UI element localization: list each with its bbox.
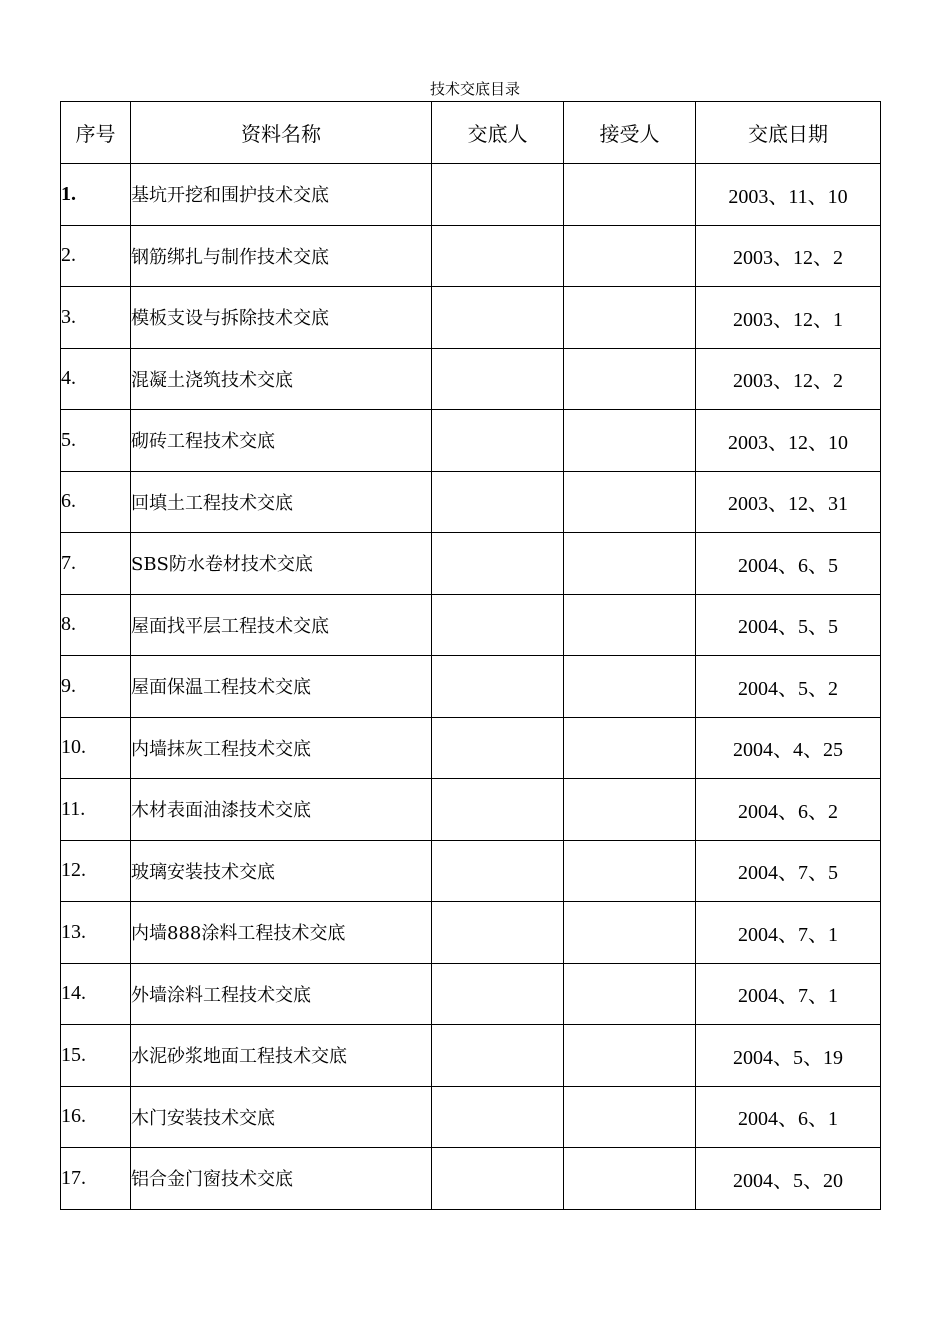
- table-row: [61, 225, 881, 287]
- row-briefer: [432, 471, 564, 533]
- row-document-name: 回填土工程技术交底: [131, 471, 432, 533]
- header-briefing-date: 交底日期: [696, 102, 881, 164]
- table-row: [61, 779, 881, 841]
- table-row: [61, 717, 881, 779]
- row-document-name: 砌砖工程技术交底: [131, 410, 432, 472]
- row-document-name: 内墙888涂料工程技术交底: [131, 902, 432, 964]
- row-serial-number: 12.: [61, 840, 131, 902]
- row-document-name: 模板支设与拆除技术交底: [131, 287, 432, 349]
- row-briefing-date: 2003、12、2: [696, 348, 881, 410]
- row-serial-number: 3.: [61, 287, 131, 349]
- row-receiver: [564, 287, 696, 349]
- row-serial-number: 11.: [61, 779, 131, 841]
- row-briefing-date: 2004、5、5: [696, 594, 881, 656]
- table-row: [61, 656, 881, 718]
- table-row: [61, 963, 881, 1025]
- table-row: [61, 1148, 881, 1210]
- row-serial-number: 13.: [61, 902, 131, 964]
- row-briefer: [432, 348, 564, 410]
- row-serial-number: 1.: [61, 164, 131, 226]
- row-serial-number: 6.: [61, 471, 131, 533]
- row-briefer: [432, 533, 564, 595]
- row-briefer: [432, 963, 564, 1025]
- row-receiver: [564, 1086, 696, 1148]
- row-briefing-date: 2004、7、5: [696, 840, 881, 902]
- row-receiver: [564, 656, 696, 718]
- table-row: [61, 1086, 881, 1148]
- row-briefing-date: 2004、5、2: [696, 656, 881, 718]
- row-serial-number: 17.: [61, 1148, 131, 1210]
- row-briefer: [432, 902, 564, 964]
- row-receiver: [564, 594, 696, 656]
- row-document-name: 屋面保温工程技术交底: [131, 656, 432, 718]
- row-briefer: [432, 779, 564, 841]
- row-briefing-date: 2004、7、1: [696, 963, 881, 1025]
- row-briefer: [432, 225, 564, 287]
- table-row: [61, 902, 881, 964]
- table-row: [61, 471, 881, 533]
- row-briefer: [432, 656, 564, 718]
- row-serial-number: 15.: [61, 1025, 131, 1087]
- row-briefer: [432, 1086, 564, 1148]
- row-document-name: 屋面找平层工程技术交底: [131, 594, 432, 656]
- row-document-name: 木材表面油漆技术交底: [131, 779, 432, 841]
- row-briefer: [432, 594, 564, 656]
- row-briefing-date: 2004、7、1: [696, 902, 881, 964]
- table-row: [61, 594, 881, 656]
- table-row: [61, 410, 881, 472]
- row-briefer: [432, 287, 564, 349]
- row-briefer: [432, 1025, 564, 1087]
- row-briefer: [432, 717, 564, 779]
- row-document-name: SBS防水卷材技术交底: [131, 533, 432, 595]
- row-document-name: 混凝土浇筑技术交底: [131, 348, 432, 410]
- row-briefing-date: 2004、5、20: [696, 1148, 881, 1210]
- header-receiver: 接受人: [564, 102, 696, 164]
- table-row: [61, 533, 881, 595]
- row-document-name: 钢筋绑扎与制作技术交底: [131, 225, 432, 287]
- table-row: [61, 1025, 881, 1087]
- row-briefing-date: 2003、12、1: [696, 287, 881, 349]
- row-briefing-date: 2003、11、10: [696, 164, 881, 226]
- row-briefer: [432, 164, 564, 226]
- row-serial-number: 2.: [61, 225, 131, 287]
- row-serial-number: 5.: [61, 410, 131, 472]
- row-serial-number: 4.: [61, 348, 131, 410]
- row-receiver: [564, 410, 696, 472]
- row-receiver: [564, 779, 696, 841]
- row-receiver: [564, 225, 696, 287]
- header-row: [61, 102, 881, 164]
- table-row: [61, 348, 881, 410]
- row-briefer: [432, 1148, 564, 1210]
- table-row: [61, 840, 881, 902]
- row-document-name: 木门安装技术交底: [131, 1086, 432, 1148]
- header-document-name: 资料名称: [131, 102, 432, 164]
- row-receiver: [564, 1148, 696, 1210]
- row-receiver: [564, 840, 696, 902]
- table-body: [61, 164, 881, 1210]
- row-briefer: [432, 840, 564, 902]
- header-serial-number: 序号: [61, 102, 131, 164]
- row-receiver: [564, 1025, 696, 1087]
- row-serial-number: 8.: [61, 594, 131, 656]
- header-briefer: 交底人: [432, 102, 564, 164]
- row-document-name: 玻璃安装技术交底: [131, 840, 432, 902]
- row-receiver: [564, 348, 696, 410]
- row-receiver: [564, 717, 696, 779]
- row-receiver: [564, 963, 696, 1025]
- row-receiver: [564, 471, 696, 533]
- row-briefing-date: 2004、5、19: [696, 1025, 881, 1087]
- document-title: 技术交底目录: [429, 80, 520, 98]
- toc-table: [60, 101, 881, 1210]
- row-serial-number: 14.: [61, 963, 131, 1025]
- row-briefing-date: 2004、6、2: [696, 779, 881, 841]
- row-briefer: [432, 410, 564, 472]
- row-briefing-date: 2004、6、1: [696, 1086, 881, 1148]
- row-document-name: 水泥砂浆地面工程技术交底: [131, 1025, 432, 1087]
- row-serial-number: 9.: [61, 656, 131, 718]
- row-document-name: 外墙涂料工程技术交底: [131, 963, 432, 1025]
- table-row: [61, 287, 881, 349]
- row-receiver: [564, 164, 696, 226]
- row-briefing-date: 2004、4、25: [696, 717, 881, 779]
- row-serial-number: 16.: [61, 1086, 131, 1148]
- row-document-name: 内墙抹灰工程技术交底: [131, 717, 432, 779]
- table-row: [61, 164, 881, 226]
- row-briefing-date: 2003、12、10: [696, 410, 881, 472]
- row-briefing-date: 2003、12、31: [696, 471, 881, 533]
- row-briefing-date: 2004、6、5: [696, 533, 881, 595]
- row-document-name: 基坑开挖和围护技术交底: [131, 164, 432, 226]
- row-receiver: [564, 533, 696, 595]
- row-briefing-date: 2003、12、2: [696, 225, 881, 287]
- row-receiver: [564, 902, 696, 964]
- row-document-name: 铝合金门窗技术交底: [131, 1148, 432, 1210]
- row-serial-number: 10.: [61, 717, 131, 779]
- row-serial-number: 7.: [61, 533, 131, 595]
